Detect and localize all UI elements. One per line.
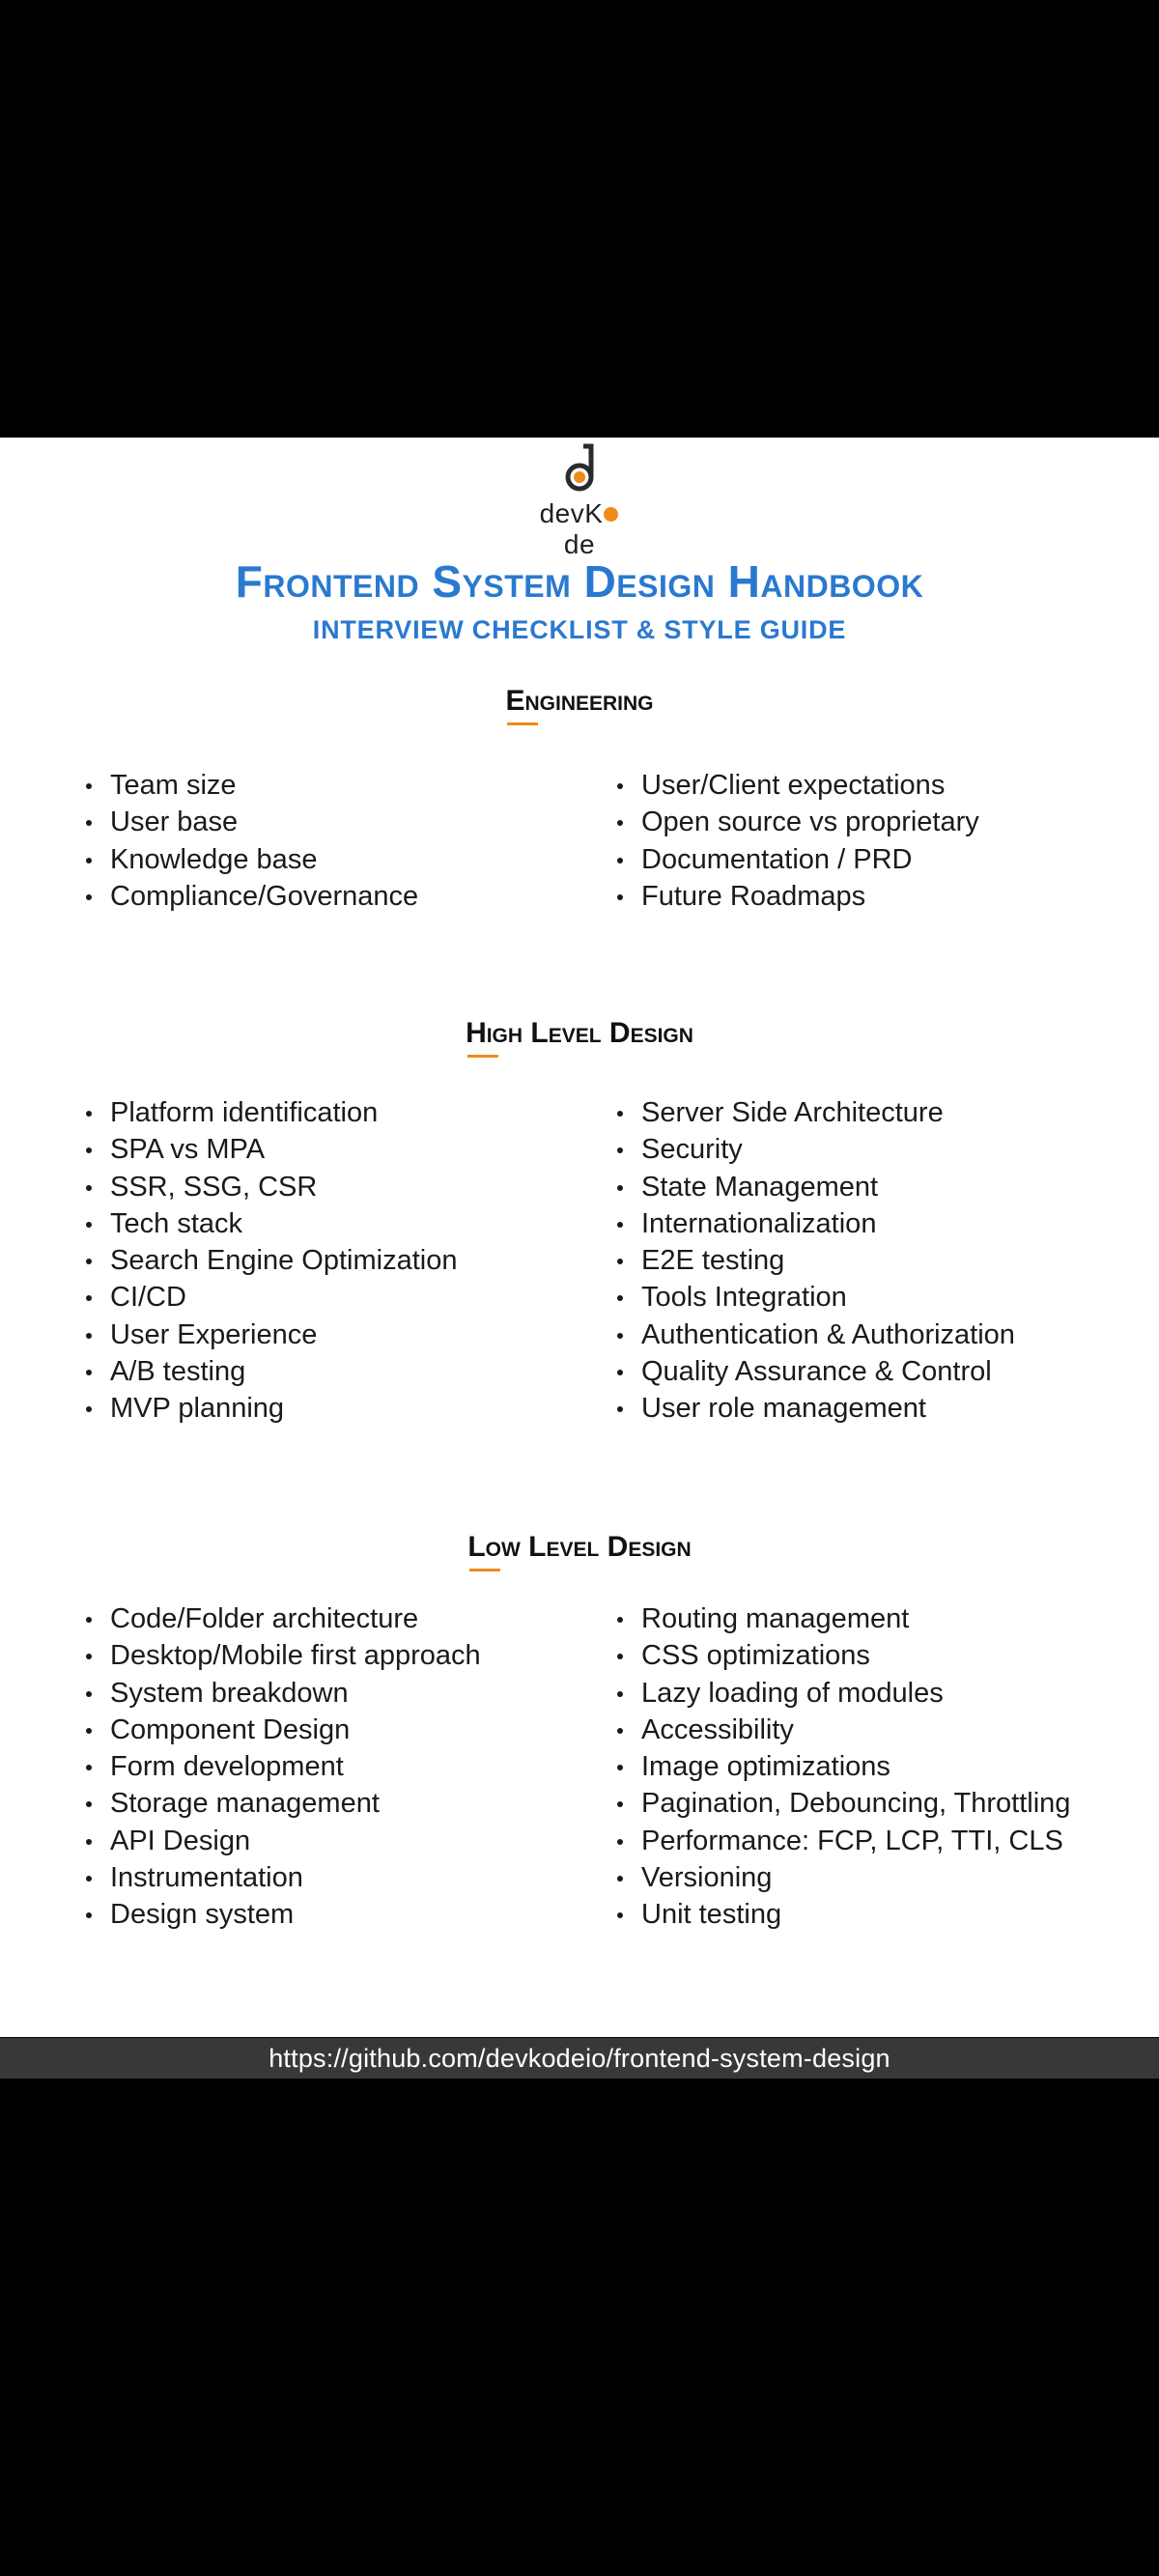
lld-left-list (83, 1600, 481, 1934)
engineering-right-list (614, 767, 979, 915)
checklist-item: Security (614, 1131, 1015, 1168)
checklist-item: CSS optimizations (614, 1637, 1070, 1674)
checklist-item: Tech stack (83, 1205, 457, 1242)
checklist-item: A/B testing (83, 1353, 457, 1390)
checklist-item: User Experience (83, 1316, 457, 1353)
checklist-item: E2E testing (614, 1242, 1015, 1279)
checklist-item: SSR, SSG, CSR (83, 1169, 457, 1205)
checklist-item: Code/Folder architecture (83, 1600, 481, 1637)
checklist-item: Desktop/Mobile first approach (83, 1637, 481, 1674)
checklist-item: Team size (83, 767, 418, 804)
checklist-item: Internationalization (614, 1205, 1015, 1242)
page-title: Frontend System Design Handbook (235, 556, 924, 607)
checklist-item: Design system (83, 1896, 481, 1933)
logo-mark-icon (564, 442, 595, 498)
checklist-item: Pagination, Debouncing, Throttling (614, 1785, 1070, 1822)
checklist-item: Instrumentation (83, 1859, 481, 1896)
section-heading-low-level-design: Low Level Design (467, 1531, 692, 1563)
checklist-item: Documentation / PRD (614, 841, 979, 878)
checklist-item: MVP planning (83, 1390, 457, 1427)
checklist-item: User base (83, 804, 418, 840)
hld-left-list (83, 1094, 457, 1428)
checklist-item: Search Engine Optimization (83, 1242, 457, 1279)
checklist-item: State Management (614, 1169, 1015, 1205)
lld-right-list (614, 1600, 1070, 1934)
checklist-item: Knowledge base (83, 841, 418, 878)
hld-right-list (614, 1094, 1015, 1428)
checklist-item: Tools Integration (614, 1279, 1015, 1316)
page-subtitle: INTERVIEW CHECKLIST & STYLE GUIDE (312, 615, 847, 644)
checklist-item: Image optimizations (614, 1748, 1070, 1785)
checklist-item: Storage management (83, 1785, 481, 1822)
section-heading-engineering: Engineering (505, 685, 654, 717)
checklist-item: Platform identification (83, 1094, 457, 1131)
brand-name: devKde (531, 498, 628, 560)
checklist-item: Compliance/Governance (83, 878, 418, 915)
checklist-item: API Design (83, 1823, 481, 1859)
brand-o-dot-icon (604, 507, 618, 522)
checklist-item: Routing management (614, 1600, 1070, 1637)
checklist-item: Quality Assurance & Control (614, 1353, 1015, 1390)
checklist-item: Component Design (83, 1712, 481, 1748)
checklist-item: Lazy loading of modules (614, 1675, 1070, 1712)
checklist-item: Unit testing (614, 1896, 1070, 1933)
footer-url[interactable]: https://github.com/devkodeio/frontend-system-design (0, 2038, 1159, 2079)
checklist-item: Versioning (614, 1859, 1070, 1896)
checklist-item: CI/CD (83, 1279, 457, 1316)
checklist-item: User/Client expectations (614, 767, 979, 804)
engineering-left-list (83, 767, 418, 915)
checklist-item: Form development (83, 1748, 481, 1785)
section-heading-high-level-design: High Level Design (466, 1017, 693, 1049)
devkode-logo (531, 442, 628, 559)
checklist-item: SPA vs MPA (83, 1131, 457, 1168)
checklist-item: Accessibility (614, 1712, 1070, 1748)
checklist-item: Authentication & Authorization (614, 1316, 1015, 1353)
checklist-item: System breakdown (83, 1675, 481, 1712)
checklist-item: Future Roadmaps (614, 878, 979, 915)
checklist-item: Open source vs proprietary (614, 804, 979, 840)
checklist-item: User role management (614, 1390, 1015, 1427)
checklist-item: Server Side Architecture (614, 1094, 1015, 1131)
checklist-item: Performance: FCP, LCP, TTI, CLS (614, 1823, 1070, 1859)
